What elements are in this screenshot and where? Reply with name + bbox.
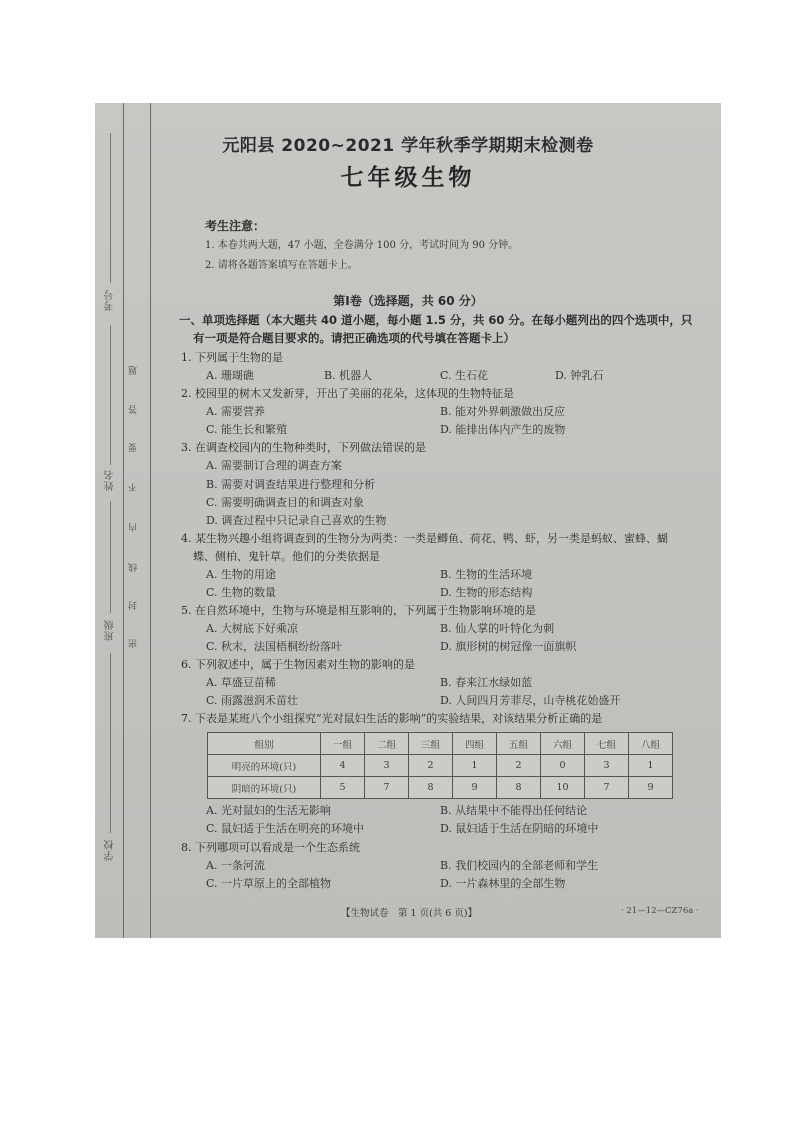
seal-char: 封 xyxy=(129,601,139,610)
fill-line-name xyxy=(110,325,111,465)
question-8-stem: 8. 下列哪项可以看成是一个生态系统 xyxy=(181,841,360,854)
exam-subject: 七年级生物 xyxy=(340,165,476,191)
q7-option-d: D. 鼠妇适于生活在阴暗的环境中 xyxy=(440,822,599,835)
q5-option-d: D. 旗形树的树冠像一面旗帜 xyxy=(440,640,577,653)
seal-char: 线 xyxy=(129,563,139,572)
q3-option-b: B. 需要对调查结果进行整理和分析 xyxy=(206,478,376,491)
table-header-cell: 四组 xyxy=(453,733,497,755)
question-4-stem: 4. 某生物兴趣小组将调查到的生物分为两类：一类是鲫鱼、荷花、鸭、虾，另一类是蚂蚁、蜜蜂、蝴 xyxy=(181,532,668,545)
exam-code: · 21—12—CZ76a · xyxy=(621,906,699,916)
table-cell: 3 xyxy=(585,755,629,777)
q8-option-d: D. 一片森林里的全部生物 xyxy=(440,877,566,890)
question-5-stem: 5. 在自然环境中，生物与环境是相互影响的，下列属于生物影响环境的是 xyxy=(181,604,536,617)
table-header-row xyxy=(208,733,673,755)
section-title: 第Ⅰ卷（选择题，共 60 分） xyxy=(333,294,483,308)
q4-option-a: A. 生物的用途 xyxy=(206,568,276,581)
question-4-stem-cont: 蝶、侧柏、鬼针草。他们的分类依据是 xyxy=(193,550,380,563)
table-cell: 1 xyxy=(629,755,673,777)
q5-option-b: B. 仙人掌的叶特化为刺 xyxy=(440,622,555,635)
notice-item: 2. 请将各题答案填写在答题卡上。 xyxy=(205,260,358,271)
table-cell: 9 xyxy=(453,777,497,799)
q4-option-d: D. 生物的形态结构 xyxy=(440,586,533,599)
q7-option-c: C. 鼠妇适于生活在明亮的环境中 xyxy=(206,822,365,835)
table-header-cell: 七组 xyxy=(585,733,629,755)
q6-option-c: C. 雨露滋润禾苗壮 xyxy=(206,694,299,707)
q6-option-a: A. 草盛豆苗稀 xyxy=(206,676,276,689)
q3-option-c: C. 需要明确调查目的和调查对象 xyxy=(206,496,365,509)
q4-option-c: C. 生物的数量 xyxy=(206,586,277,599)
table-cell: 5 xyxy=(321,777,365,799)
question-3-stem: 3. 在调查校园内的生物种类时，下列做法错误的是 xyxy=(181,441,426,454)
table-cell: 9 xyxy=(629,777,673,799)
seal-char: 不 xyxy=(129,483,139,492)
table-cell: 2 xyxy=(409,755,453,777)
q5-option-c: C. 秋末，法国梧桐纷纷落叶 xyxy=(206,640,343,653)
table-header-cell: 六组 xyxy=(541,733,585,755)
fill-line-school xyxy=(110,653,111,833)
question-6-stem: 6. 下列叙述中，属于生物因素对生物的影响的是 xyxy=(181,658,415,671)
page-number-info: 【生物试卷 第 1 页(共 6 页)】 xyxy=(341,908,478,919)
q2-option-d: D. 能排出体内产生的废物 xyxy=(440,423,566,436)
field-exam-number: 考号 xyxy=(105,289,116,311)
table-cell: 阴暗的环境(只) xyxy=(208,777,321,799)
q1-option-c: C. 生石花 xyxy=(440,369,489,382)
seal-char: 内 xyxy=(129,523,139,532)
table-cell: 1 xyxy=(453,755,497,777)
exam-page xyxy=(95,103,721,938)
table-cell: 0 xyxy=(541,755,585,777)
table-cell: 7 xyxy=(585,777,629,799)
q1-option-b: B. 机器人 xyxy=(324,369,373,382)
q8-option-a: A. 一条河流 xyxy=(206,859,265,872)
question-1-stem: 1. 下列属于生物的是 xyxy=(181,351,283,364)
question-2-stem: 2. 校园里的树木又发新芽，开出了美丽的花朵，这体现的生物特征是 xyxy=(181,387,514,400)
q3-option-d: D. 调查过程中只记录自己喜欢的生物 xyxy=(206,514,387,527)
q2-option-b: B. 能对外界刺激做出反应 xyxy=(440,405,566,418)
table-header-cell: 组别 xyxy=(208,733,321,755)
binding-line-outer xyxy=(123,103,124,938)
seal-char: 题 xyxy=(129,366,139,375)
table-header-cell: 三组 xyxy=(409,733,453,755)
seal-char: 答 xyxy=(129,405,139,414)
table-row xyxy=(208,755,673,777)
q8-option-c: C. 一片草原上的全部植物 xyxy=(206,877,332,890)
table-cell: 3 xyxy=(365,755,409,777)
table-header-cell: 二组 xyxy=(365,733,409,755)
section-instructions: 一、单项选择题（本大题共 40 道小题，每小题 1.5 分，共 60 分。在每小题列出的四个选项中，只 xyxy=(179,313,693,327)
field-school: 学校 xyxy=(105,839,116,861)
table-cell: 8 xyxy=(497,777,541,799)
field-name: 姓名 xyxy=(105,469,116,491)
q5-option-a: A. 大树底下好乘凉 xyxy=(206,622,298,635)
question-7-stem: 7. 下表是某班八个小组探究“光对鼠妇生活的影响”的实验结果，对该结果分析正确的是 xyxy=(181,712,603,725)
q7-option-a: A. 光对鼠妇的生活无影响 xyxy=(206,804,331,817)
table-row xyxy=(208,777,673,799)
q6-option-b: B. 春来江水绿如蓝 xyxy=(440,676,533,689)
table-cell: 7 xyxy=(365,777,409,799)
q1-option-d: D. 钟乳石 xyxy=(555,369,604,382)
q7-option-b: B. 从结果中不能得出任何结论 xyxy=(440,804,588,817)
table-cell: 4 xyxy=(321,755,365,777)
table-cell: 明亮的环境(只) xyxy=(208,755,321,777)
q2-option-a: A. 需要营养 xyxy=(206,405,265,418)
binding-line-inner xyxy=(150,103,151,938)
notice-heading: 考生注意： xyxy=(205,219,266,233)
experiment-results-table xyxy=(207,732,673,799)
table-header-cell: 五组 xyxy=(497,733,541,755)
table-header-cell: 一组 xyxy=(321,733,365,755)
table-cell: 2 xyxy=(497,755,541,777)
q3-option-a: A. 需要制订合理的调查方案 xyxy=(206,459,342,472)
q1-option-a: A. 珊瑚礁 xyxy=(206,369,254,382)
seal-char: 要 xyxy=(129,443,139,452)
q8-option-b: B. 我们校园内的全部老师和学生 xyxy=(440,859,599,872)
table-header-cell: 八组 xyxy=(629,733,673,755)
notice-item: 1. 本卷共两大题，47 小题，全卷满分 100 分，考试时间为 90 分钟。 xyxy=(205,240,519,251)
q4-option-b: B. 生物的生活环境 xyxy=(440,568,533,581)
seal-char: 密 xyxy=(129,639,139,648)
q2-option-c: C. 能生长和繁殖 xyxy=(206,423,288,436)
section-instructions-cont: 有一项是符合题目要求的。请把正确选项的代号填在答题卡上） xyxy=(193,331,515,345)
field-class: 班级 xyxy=(105,619,116,641)
q6-option-d: D. 人间四月芳菲尽，山寺桃花始盛开 xyxy=(440,694,621,707)
table-cell: 10 xyxy=(541,777,585,799)
fill-line-class xyxy=(110,501,111,613)
exam-title: 元阳县 2020~2021 学年秋季学期期末检测卷 xyxy=(222,136,594,156)
table-cell: 8 xyxy=(409,777,453,799)
